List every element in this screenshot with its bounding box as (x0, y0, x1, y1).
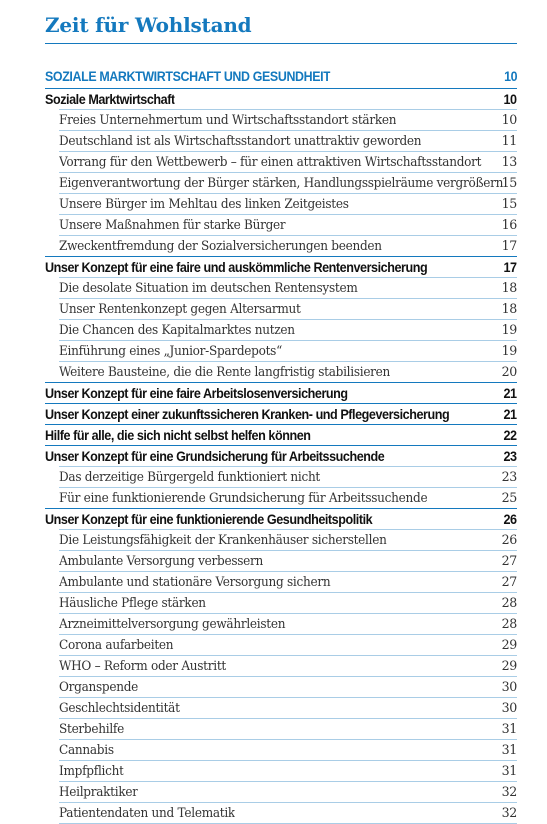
toc-item-entry[interactable] (59, 802, 517, 824)
toc-entry-title: Corona aufarbeiten (59, 637, 174, 652)
toc-entry-title: Unser Konzept für eine faire Arbeitslosenversicherung (45, 385, 348, 401)
toc-entry-page: 29 (501, 637, 517, 652)
toc-chapter-entry[interactable] (45, 445, 517, 466)
toc-item-entry[interactable] (59, 172, 517, 193)
toc-item-entry[interactable] (59, 571, 517, 592)
toc-entry-page: 26 (503, 511, 517, 527)
toc-entry-page: 16 (501, 217, 517, 232)
toc-entry-title: Die Leistungsfähigkeit der Krankenhäuser sicherstellen (59, 532, 387, 547)
toc-chapter-entry[interactable] (45, 256, 517, 277)
toc-entry-page: 22 (503, 427, 517, 443)
toc-entry-page: 21 (503, 406, 517, 422)
toc-entry-title: Patientendaten und Telematik (59, 805, 235, 820)
toc-entry-page: 10 (503, 91, 517, 107)
toc-item-entry[interactable] (59, 613, 517, 634)
toc-entry-page: 11 (501, 133, 517, 148)
toc-entry-title: Unser Konzept für eine faire und auskömmliche Rentenversicherung (45, 259, 428, 275)
toc-entry-title: Vorrang für den Wettbewerb – für einen attraktiven Wirtschaftsstandort (59, 154, 482, 169)
toc-entry-title: Die Chancen des Kapitalmarktes nutzen (59, 322, 295, 337)
toc-item-entry[interactable] (59, 634, 517, 655)
toc-entry-title: Häusliche Pflege stärken (59, 595, 206, 610)
toc-entry-page: 32 (501, 805, 517, 820)
toc-entry-page: 26 (501, 532, 517, 547)
toc-entry-page: 20 (501, 364, 517, 379)
toc-entry-page: 30 (501, 700, 517, 715)
toc-entry-page: 21 (503, 385, 517, 401)
page-title: Zeit für Wohlstand (45, 13, 252, 37)
toc-item-entry[interactable] (59, 550, 517, 571)
toc-entry-page: 23 (501, 469, 517, 484)
toc-item-entry[interactable] (59, 340, 517, 361)
toc-chapter-entry[interactable] (45, 403, 517, 424)
toc-item-entry[interactable] (59, 277, 517, 298)
toc-entry-page: 17 (503, 259, 517, 275)
toc-item-entry[interactable] (59, 781, 517, 802)
toc-entry-title: Einführung eines „Junior-Spardepots“ (59, 343, 282, 358)
toc-entry-page: 15 (501, 196, 517, 211)
toc-entry-title: Für eine funktionierende Grundsicherung für Arbeitssuchende (59, 490, 428, 505)
toc-entry-page: 31 (501, 721, 517, 736)
toc-item-entry[interactable] (59, 739, 517, 760)
toc-entry-title: Zweckentfremdung der Sozialversicherungen beenden (59, 238, 382, 253)
toc-item-entry[interactable] (59, 193, 517, 214)
toc-chapter-entry[interactable] (45, 508, 517, 529)
toc-entry-title: Eigenverantwortung der Bürger stärken, Handlungsspielräume vergrößern (59, 175, 504, 190)
toc-item-entry[interactable] (59, 130, 517, 151)
toc-entry-page: 15 (501, 175, 517, 190)
toc-item-entry[interactable] (59, 655, 517, 676)
toc-item-entry[interactable] (59, 361, 517, 382)
toc-entry-title: Ambulante Versorgung verbessern (59, 553, 264, 568)
toc-entry-title: Unser Konzept für eine funktionierende Gesundheitspolitik (45, 511, 373, 527)
toc-item-entry[interactable] (59, 235, 517, 256)
toc-chapter-entry[interactable] (45, 88, 517, 109)
toc-item-entry[interactable] (59, 487, 517, 508)
toc-item-entry[interactable] (59, 718, 517, 739)
toc-entry-page: 19 (501, 322, 517, 337)
toc-entry-page: 25 (501, 490, 517, 505)
toc-entry-page: 10 (501, 112, 517, 127)
toc-item-entry[interactable] (59, 760, 517, 781)
toc-entry-title: Unser Konzept für eine Grundsicherung für Arbeitssuchende (45, 448, 385, 464)
toc-entry-title: Unsere Maßnahmen für starke Bürger (59, 217, 286, 232)
toc-entry-page: 30 (501, 679, 517, 694)
toc-item-entry[interactable] (59, 109, 517, 130)
toc-chapter-entry[interactable] (45, 424, 517, 445)
toc-entry-title: Hilfe für alle, die sich nicht selbst helfen können (45, 427, 311, 443)
toc-entry-page: 17 (501, 238, 517, 253)
toc-entry-page: 13 (501, 154, 517, 169)
toc-entry-title: Soziale Marktwirtschaft (45, 91, 175, 107)
toc-item-entry[interactable] (59, 592, 517, 613)
toc-entry-title: Impfpflicht (59, 763, 124, 778)
toc-entry-title: Unsere Bürger im Mehltau des linken Zeitgeistes (59, 196, 349, 211)
toc-entry-title: Arzneimittelversorgung gewährleisten (59, 616, 286, 631)
toc-entry-page: 27 (501, 574, 517, 589)
toc-entry-title: Organspende (59, 679, 139, 694)
toc-entry-page: 29 (501, 658, 517, 673)
toc-entry-page: 28 (501, 595, 517, 610)
toc-entry-title: Heilpraktiker (59, 784, 138, 799)
toc-item-entry[interactable] (59, 319, 517, 340)
toc-entry-page: 31 (501, 763, 517, 778)
toc-section-label: SOZIALE MARKTWIRTSCHAFT UND GESUNDHEIT (45, 69, 331, 84)
toc-entry-title: Unser Konzept einer zukunftssicheren Kranken- und Pflegeversicherung (45, 406, 450, 422)
toc-item-entry[interactable] (59, 697, 517, 718)
toc-entry-title: Das derzeitige Bürgergeld funktioniert nicht (59, 469, 321, 484)
toc-entry-page: 31 (501, 742, 517, 757)
toc-item-entry[interactable] (59, 151, 517, 172)
toc-entry-title: Weitere Bausteine, die die Rente langfristig stabilisieren (59, 364, 391, 379)
toc-entry-page: 18 (501, 301, 517, 316)
title-divider (45, 43, 517, 44)
toc-section-header[interactable] (45, 66, 517, 88)
toc-entry-title: Ambulante und stationäre Versorgung sichern (59, 574, 331, 589)
toc-entry-page: 19 (501, 343, 517, 358)
toc-section-page: 10 (503, 69, 517, 84)
toc-entry-title: Geschlechtsidentität (59, 700, 180, 715)
toc-entry-page: 18 (501, 280, 517, 295)
toc-entry-title: WHO – Reform oder Austritt (59, 658, 226, 673)
toc-entry-title: Freies Unternehmertum und Wirtschaftsstandort stärken (59, 112, 397, 127)
toc-entry-title: Cannabis (59, 742, 114, 757)
toc-item-entry[interactable] (59, 676, 517, 697)
toc-entry-page: 32 (501, 784, 517, 799)
toc-entry-title: Deutschland ist als Wirtschaftsstandort unattraktiv geworden (59, 133, 422, 148)
toc-entry-page: 27 (501, 553, 517, 568)
toc-entry-page: 28 (501, 616, 517, 631)
toc-item-entry[interactable] (59, 298, 517, 319)
toc-item-entry[interactable] (59, 466, 517, 487)
toc-entry-title: Sterbehilfe (59, 721, 124, 736)
toc-entry-title: Unser Rentenkonzept gegen Altersarmut (59, 301, 301, 316)
toc-item-entry[interactable] (59, 214, 517, 235)
toc-entry-page: 23 (503, 448, 517, 464)
toc-chapter-entry[interactable] (45, 382, 517, 403)
table-of-contents (45, 66, 517, 824)
toc-item-entry[interactable] (59, 529, 517, 550)
toc-entry-title: Die desolate Situation im deutschen Rentensystem (59, 280, 358, 295)
